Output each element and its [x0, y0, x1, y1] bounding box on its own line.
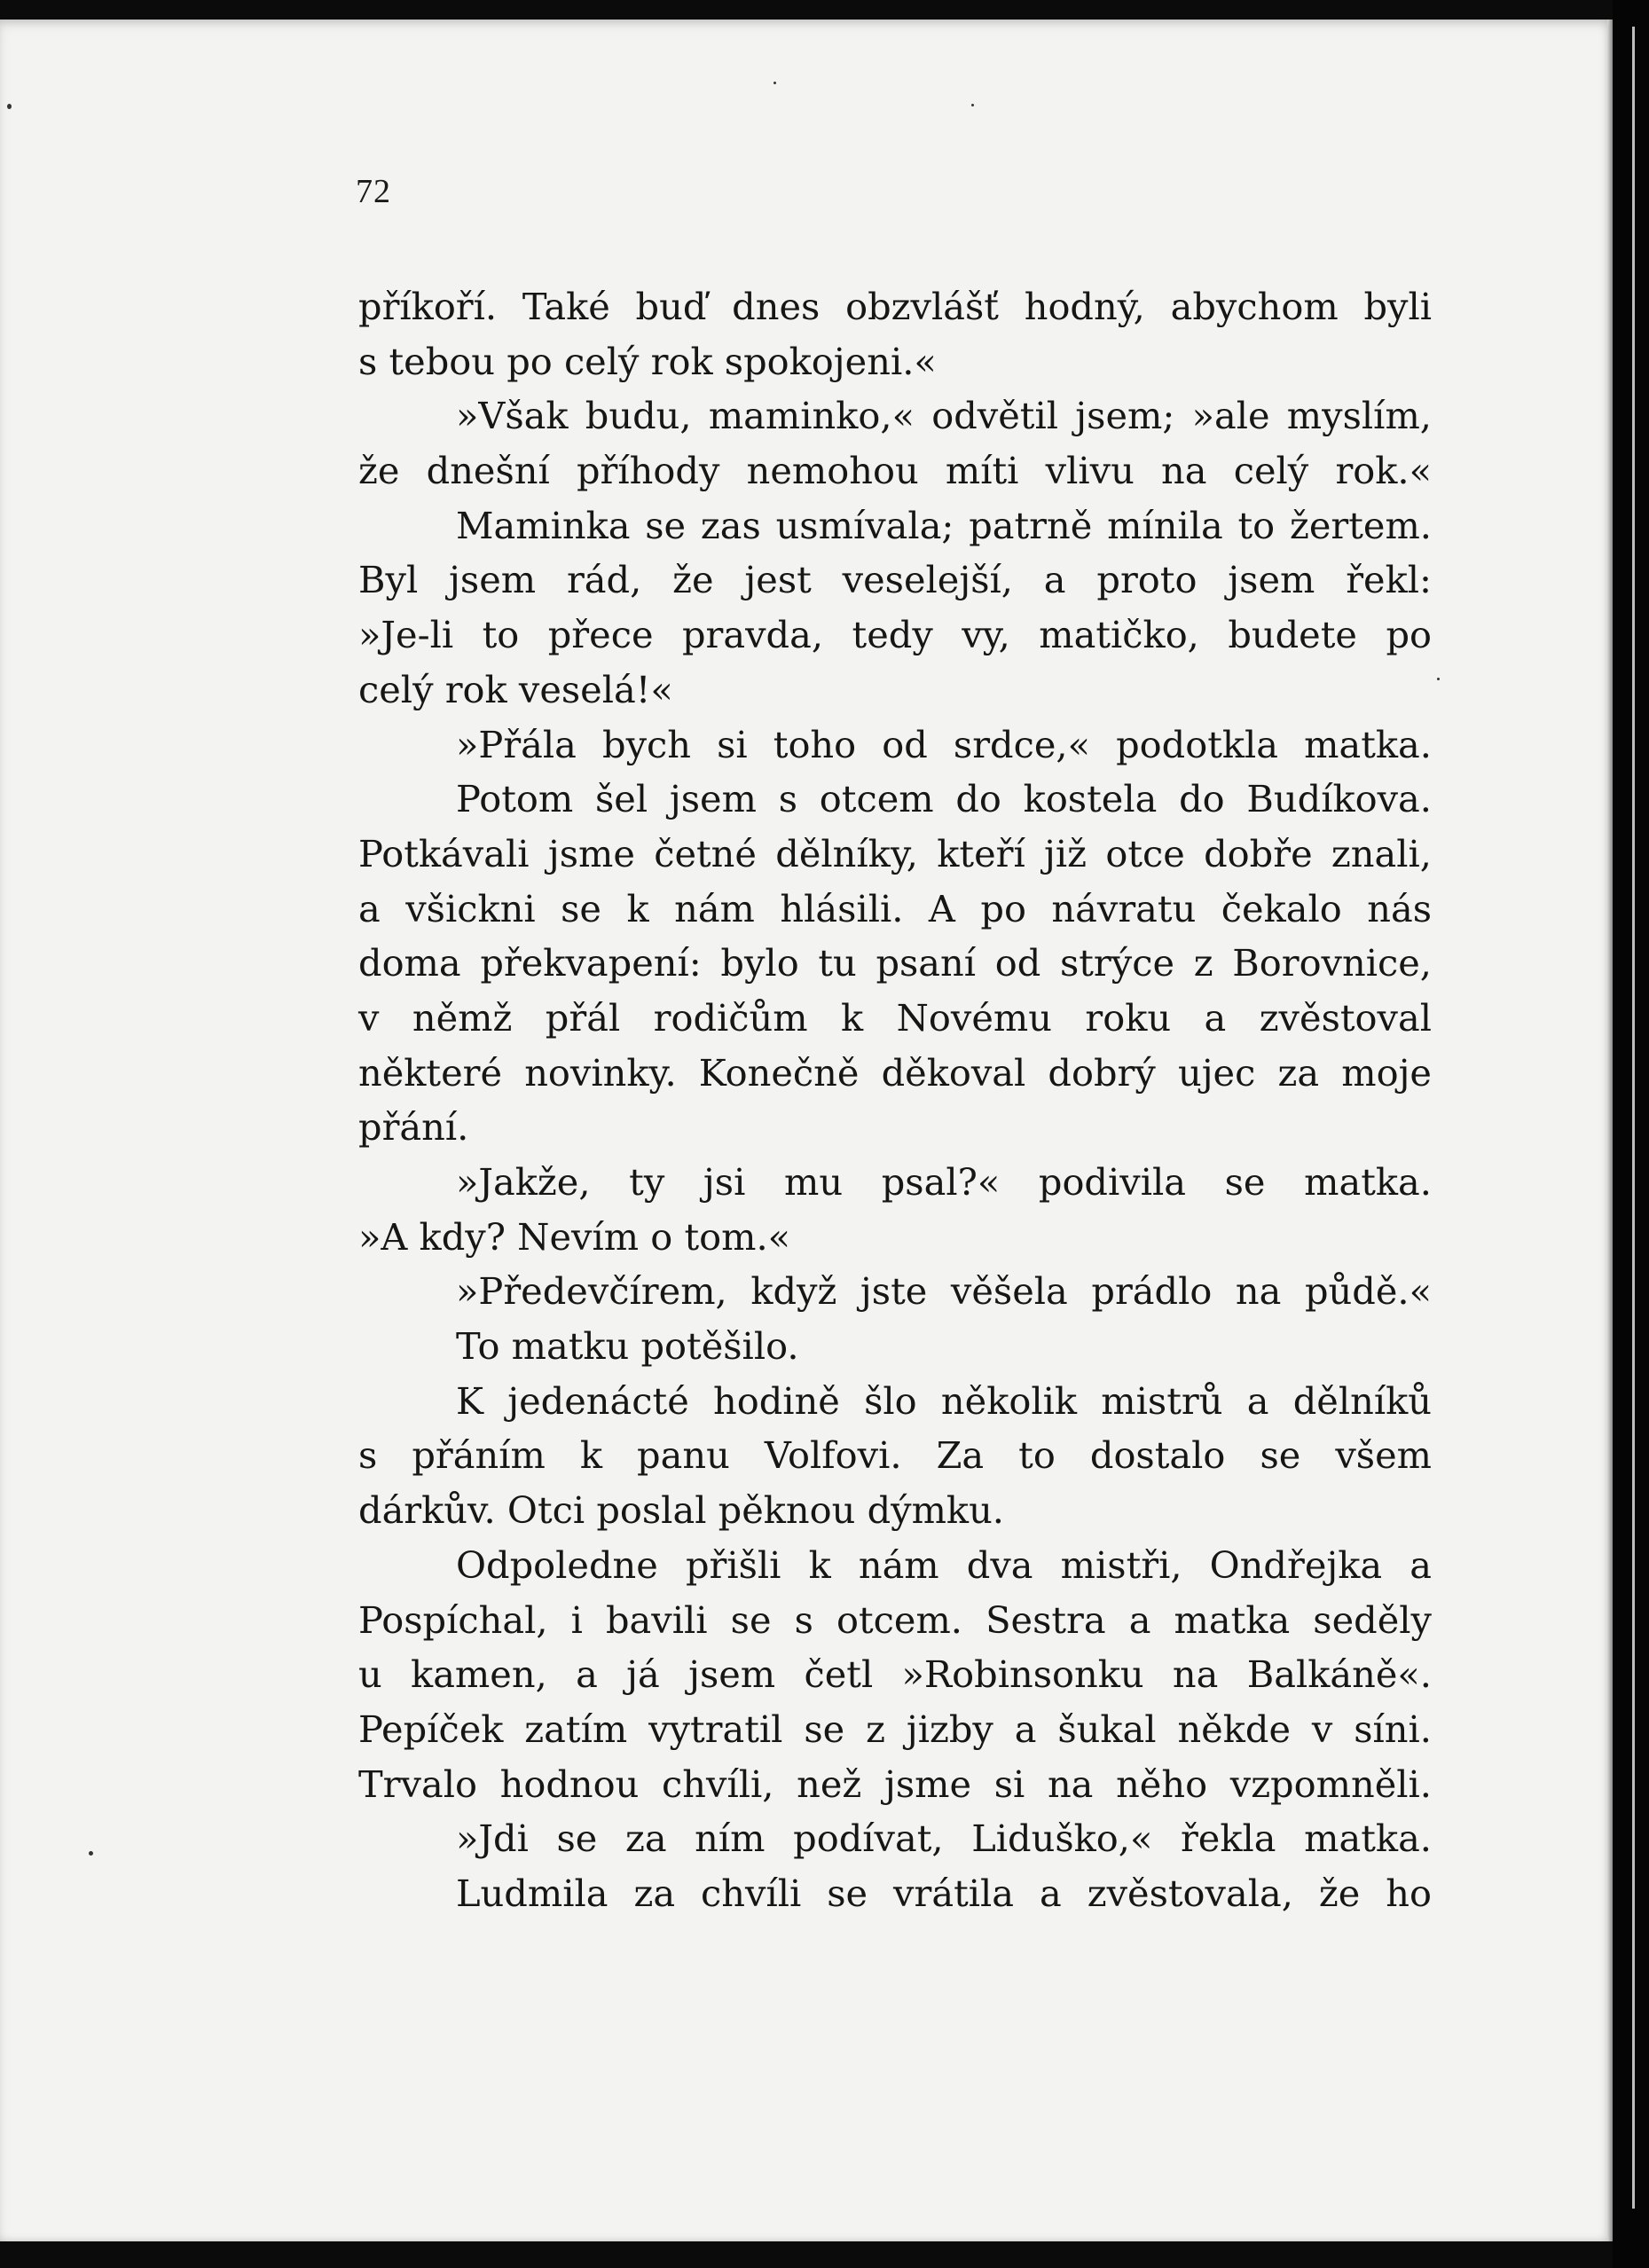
text-line: »A kdy? Nevím o tom.« [358, 1214, 791, 1259]
text-line: Odpoledne přišli k nám dva mistři, Ondřejka a [456, 1542, 1432, 1587]
text-line: doma překvapení: bylo tu psaní od strýce z Borovnice, [358, 941, 1432, 985]
text-line: K jedenácté hodině šlo několik mistrů a dělníků [456, 1378, 1432, 1423]
text-line: přání. [358, 1105, 469, 1150]
text-line: »Předevčírem, když jste věšela prádlo na půdě.« [456, 1269, 1432, 1314]
text-line: že dnešní příhody nemohou míti vlivu na celý rok.« [358, 449, 1432, 493]
text-line: Byl jsem rád, že jest veselejší, a proto jsem řekl: [358, 558, 1432, 602]
text-line: Pepíček zatím vytratil se z jizby a šukal někde v síni. [358, 1707, 1432, 1751]
dust-speck [89, 1851, 93, 1856]
text-line: »Však budu, maminko,« odvětil jsem; »ale myslím, [456, 394, 1432, 438]
dust-speck [773, 82, 776, 84]
book-page [0, 20, 1613, 2241]
text-line: některé novinky. Konečně děkoval dobrý ujec za moje [358, 1050, 1432, 1095]
text-line: »Jakže, ty jsi mu psal?« podivila se matka. [456, 1160, 1432, 1204]
page-number: 72 [356, 173, 391, 210]
text-line: u kamen, a já jsem četl »Robinsonku na Balkáně«. [358, 1652, 1432, 1697]
text-line: celý rok veselá!« [358, 667, 673, 711]
text-line: Potkávali jsme četné dělníky, kteří již otce dobře znali, [358, 831, 1432, 875]
text-line: Ludmila za chvíli se vrátila a zvěstovala, že ho [456, 1871, 1432, 1915]
text-line: »Je-li to přece pravda, tedy vy, matičko, budete po [358, 613, 1432, 657]
text-line: Pospíchal, i bavili se s otcem. Sestra a matka seděly [358, 1597, 1432, 1642]
binding-edge [1632, 27, 1635, 2209]
dust-speck [971, 104, 974, 106]
text-line: v němž přál rodičům k Novému roku a zvěstoval [358, 995, 1432, 1040]
text-line: To matku potěšilo. [456, 1324, 799, 1369]
text-line: Potom šel jsem s otcem do kostela do Budíkova. [456, 777, 1432, 821]
dust-speck [1437, 678, 1440, 680]
body-text [358, 279, 1432, 1921]
text-line: Trvalo hodnou chvíli, než jsme si na něho vzpomněli. [358, 1762, 1432, 1806]
scan-border [1613, 0, 1649, 2268]
text-line: »Přála bych si toho od srdce,« podotkla matka. [456, 722, 1432, 766]
text-line: příkoří. Také buď dnes obzvlášť hodný, abychom byli [358, 285, 1432, 328]
dust-speck [7, 104, 12, 109]
text-line: a všickni se k nám hlásili. A po návratu čekalo nás [358, 886, 1432, 930]
text-line: s tebou po celý rok spokojeni.« [358, 339, 937, 383]
text-line: s přáním k panu Volfovi. Za to dostalo se všem [358, 1433, 1432, 1478]
text-line: dárkův. Otci poslal pěknou dýmku. [358, 1488, 1004, 1533]
text-line: Maminka se zas usmívala; patrně mínila to žertem. [456, 503, 1432, 547]
text-line: »Jdi se za ním podívat, Liduško,« řekla matka. [456, 1817, 1432, 1861]
